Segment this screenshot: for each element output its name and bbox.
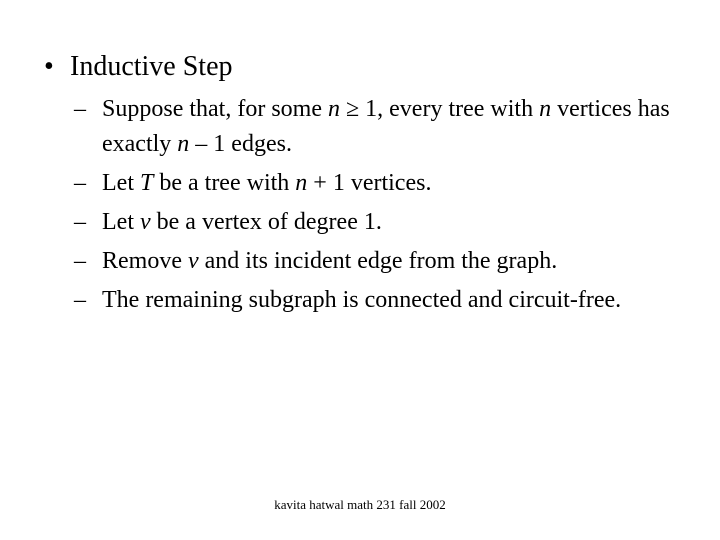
text-run: vertices has exactly: [102, 96, 670, 157]
math-variable: n: [327, 96, 340, 122]
text-run: – 1 edges.: [189, 131, 292, 157]
sub-bullet-text: [102, 96, 670, 157]
dash-bullet-icon: –: [74, 248, 86, 274]
slide-footer: kavita hatwal math 231 fall 2002: [274, 497, 446, 512]
sub-bullet-text: [102, 209, 382, 235]
math-variable: n: [177, 131, 190, 157]
math-variable: n: [295, 170, 308, 196]
main-bullet: [44, 50, 233, 84]
text-run: be a vertex of degree 1.: [150, 209, 382, 235]
text-run: and its incident edge from the graph.: [198, 248, 558, 274]
sub-bullet-text: [102, 287, 621, 313]
bullet-dot-icon: •: [44, 51, 54, 82]
sub-bullet-item: [74, 166, 694, 201]
text-run: The remaining subgraph is connected and circuit-free.: [102, 287, 622, 313]
dash-bullet-icon: –: [74, 170, 86, 196]
sub-bullet-item: [74, 205, 694, 240]
dash-bullet-icon: –: [74, 209, 86, 235]
sub-bullet-item: [74, 244, 694, 279]
sub-bullet-text: [102, 248, 557, 274]
dash-bullet-icon: –: [74, 96, 86, 122]
sub-bullet-item: [74, 283, 694, 318]
text-run: ≥ 1, every tree with: [339, 96, 540, 122]
sub-bullet-item: [74, 92, 694, 162]
text-run: be a tree with: [153, 170, 296, 196]
text-run: Remove: [102, 248, 188, 274]
dash-bullet-icon: –: [74, 287, 86, 313]
sub-bullet-text: [102, 170, 431, 196]
text-run: Suppose that, for some: [102, 96, 328, 122]
text-run: + 1 vertices.: [307, 170, 432, 196]
math-variable: T: [139, 170, 154, 196]
math-variable: v: [187, 248, 199, 274]
text-run: Let: [102, 209, 140, 235]
sub-bullet-list: [74, 92, 694, 322]
text-run: Let: [102, 170, 140, 196]
math-variable: n: [539, 96, 552, 122]
slide-heading: Inductive Step: [70, 51, 233, 82]
math-variable: v: [139, 209, 151, 235]
